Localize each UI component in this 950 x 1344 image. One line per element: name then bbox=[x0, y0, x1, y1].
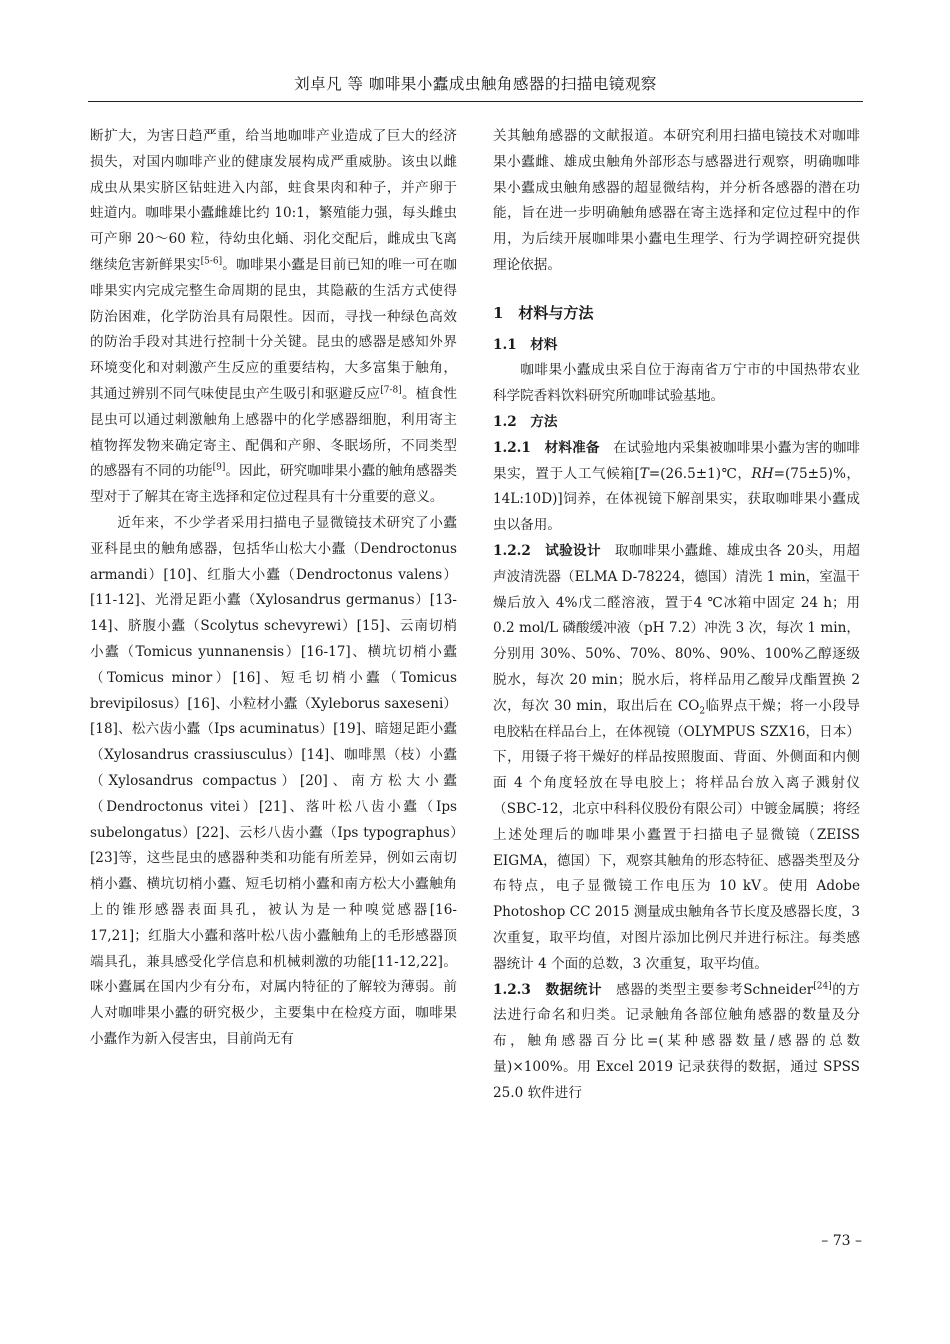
paragraph-heading: 1.2.2 试验设计 bbox=[493, 542, 601, 559]
body-paragraph: 近年来，不少学者采用扫描电子显微镜技术研究了小蠹亚科昆虫的触角感器，包括华山松大小蠹（Dendroctonus armandi）[10]、红脂大小蠹（Dendroctonus valens）[11-12]、光滑足距小蠹（Xylosandrus germanus）[13-14]、脐腹小蠹（Scolytus schevyrewi）[15]、云南切梢小蠹（Tomicus yunnanensis）[16-17]、横坑切梢小蠹（Tomicus minor）[16]、短毛切梢小蠹（Tomicus brevipilosus）[16]、小粒材小蠹（Xyleborus saxeseni）[18]、松六齿小蠹（Ips acuminatus）[19]、暗翅足距小蠹（Xylosandrus crassiusculus）[14]、咖啡黑（枝）小蠹（Xylosandrus compactus）[20]、南方松大小蠹（Dendroctonus vitei）[21]、落叶松八齿小蠹（Ips subelongatus）[22]、云杉八齿小蠹（Ips typographus）[23]等，这些昆虫的感器种类和功能有所差异，例如云南切梢小蠹、横坑切梢小蠹、短毛切梢小蠹和南方松大小蠹触角上的锥形感器表面具孔，被认为是一种嗅觉感器[16-17,21]；红脂大小蠹和落叶松八齿小蠹触角上的毛形感器顶端具孔，兼具感受化学信息和机械刺激的功能[11-12,22]。咪小蠹属在国内少有分布，对属内特征的了解较为薄弱。前人对咖啡果小蠹的研究极少，主要集中在检疫方面，咖啡果小蠹作为新入侵害虫，目前尚无有 bbox=[90, 514, 457, 1047]
header-divider bbox=[88, 101, 863, 102]
paragraph-heading: 1.2.1 材料准备 bbox=[493, 439, 600, 456]
body-paragraph: 咖啡果小蠹成虫采自位于海南省万宁市的中国热带农业科学院香料饮料研究所咖啡试验基地。 bbox=[493, 362, 860, 405]
paragraph-heading: 1.2.3 数据统计 bbox=[493, 981, 602, 998]
running-header: 刘卓凡 等 咖啡果小蠹成虫触角感器的扫描电镜观察 bbox=[294, 75, 657, 93]
text-run: =(75±5)%，14L:10D)]饲养，在体视镜下解剖果实，获取咖啡果小蠹成虫以备用。 bbox=[493, 465, 860, 534]
citation: [24] bbox=[813, 980, 832, 991]
text-run: 。咖啡果小蠹是目前已知的唯一可在咖啡果实内完成完整生命周期的昆虫，其隐蔽的生活方式使得防治困难，化学防治具有局限性。因而，寻找一种绿色高效的防治手段对其进行控制十分关键。昆虫的感器是感知外界环境变化和对刺激产生反应的重要结构，大多富集于触角，其通过辨别不同气味使昆虫产生吸引和驱避反应 bbox=[90, 256, 458, 402]
citation: [7-8] bbox=[380, 385, 402, 396]
text-run: 在试验地内采集被咖啡果小蠹为害的咖啡果实，置于人工气候箱[ bbox=[493, 439, 861, 482]
symbol: T bbox=[639, 465, 649, 482]
body-paragraph bbox=[90, 124, 457, 511]
body-paragraph bbox=[493, 978, 860, 1107]
text-run: 感器的类型主要参考Schneider bbox=[616, 981, 814, 998]
citation: [5-6] bbox=[200, 256, 223, 267]
section-heading: 1 材料与方法 bbox=[493, 303, 594, 322]
text-run: 取咖啡果小蠹雌、雄成虫各 20头，用超声波清洗器（ELMA D-78224，德国）清洗 1 min，室温干燥后放入 4%戊二醛溶液，置于4 ℃冰箱中固定 24 h；用 0.2 mol/L 磷酸缓冲液（pH 7.2）冲洗 3 次，每次 1 min，分别用 30%、50%、70%、80%、90%、100%乙醇逐级脱水，每次 20 min；脱水后，将样品用乙酸异戊酯置换 2 次，每次 30 min，取出后在 CO bbox=[493, 542, 861, 714]
subsection-heading: 1.1 材料 bbox=[493, 336, 558, 353]
citation: [9] bbox=[212, 462, 226, 473]
subscript: 2 bbox=[699, 706, 706, 717]
text-run: =(26.5±1)℃， bbox=[648, 465, 752, 482]
text-run: 。因此，研究咖啡果小蠹的触角感器类型对于了解其在寄主选择和定位过程具有十分重要的意义。 bbox=[90, 463, 457, 506]
text-run: 。植食性昆虫可以通过刺激触角上感器中的化学感器细胞，利用寄主植物挥发物来确定寄主、配偶和产卵、冬眠场所，不同类型的感器有不同的功能 bbox=[90, 385, 458, 480]
text-run: 断扩大，为害日趋严重，给当地咖啡产业造成了巨大的经济损失，对国内咖啡产业的健康发展构成严重威胁。该虫以雌成虫从果实脐区钻蛀进入内部，蛀食果肉和种子，并产卵于蛀道内。咖啡果小蠹雌雄比约 10:1，繁殖能力强，每头雌虫可产卵 20～60 粒，待幼虫化蛹、羽化交配后，雌成虫飞离继续危害新鲜果实 bbox=[90, 128, 457, 273]
right-column bbox=[493, 124, 860, 1106]
page-number: – 73 – bbox=[821, 1233, 862, 1249]
subsection-heading: 1.2 方法 bbox=[493, 413, 558, 430]
text-run: 的方法进行命名和归类。记录触角各部位触角感器的数量及分布，触角感器百分比=(某种感器数量/感器的总数量)×100%。用 Excel 2019 记录获得的数据，通过 SPSS 25.0 软件进行 bbox=[493, 981, 861, 1101]
body-paragraph: 关其触角感器的文献报道。本研究利用扫描电镜技术对咖啡果小蠹雌、雄成虫触角外部形态与感器进行观察，明确咖啡果小蠹成虫触角感器的超显微结构，并分析各感器的潜在功能，旨在进一步明确触角感器在寄主选择和定位过程中的作用，为后续开展咖啡果小蠹电生理学、行为学调控研究提供理论依据。 bbox=[493, 128, 860, 273]
body-paragraph bbox=[493, 436, 860, 539]
body-paragraph bbox=[493, 539, 860, 978]
left-column bbox=[90, 124, 457, 1053]
text-run: 临界点干燥；将一小段导电胶粘在样品台上，在体视镜（OLYMPUS SZX16，日本）下，用镊子将干燥好的样品按照腹面、背面、外侧面和内侧面 4 个角度轻放在导电胶上；将样品台放入离子溅射仪（SBC-12，北京中科科仪股份有限公司）中镀金属膜；将经上述处理后的咖啡果小蠹置于扫描电子显微镜（ZEISS EIGMA，德国）下，观察其触角的形态特征、感器类型及分布特点，电子显微镜工作电压为 10 kV。使用 Adobe Photoshop CC 2015 测量成虫触角各节长度及感器长度，3 次重复，取平均值，对图片添加比例尺并进行标注。每类感器统计 4 个面的总数，3 次重复，取平均值。 bbox=[493, 697, 860, 972]
symbol: RH bbox=[751, 465, 774, 482]
